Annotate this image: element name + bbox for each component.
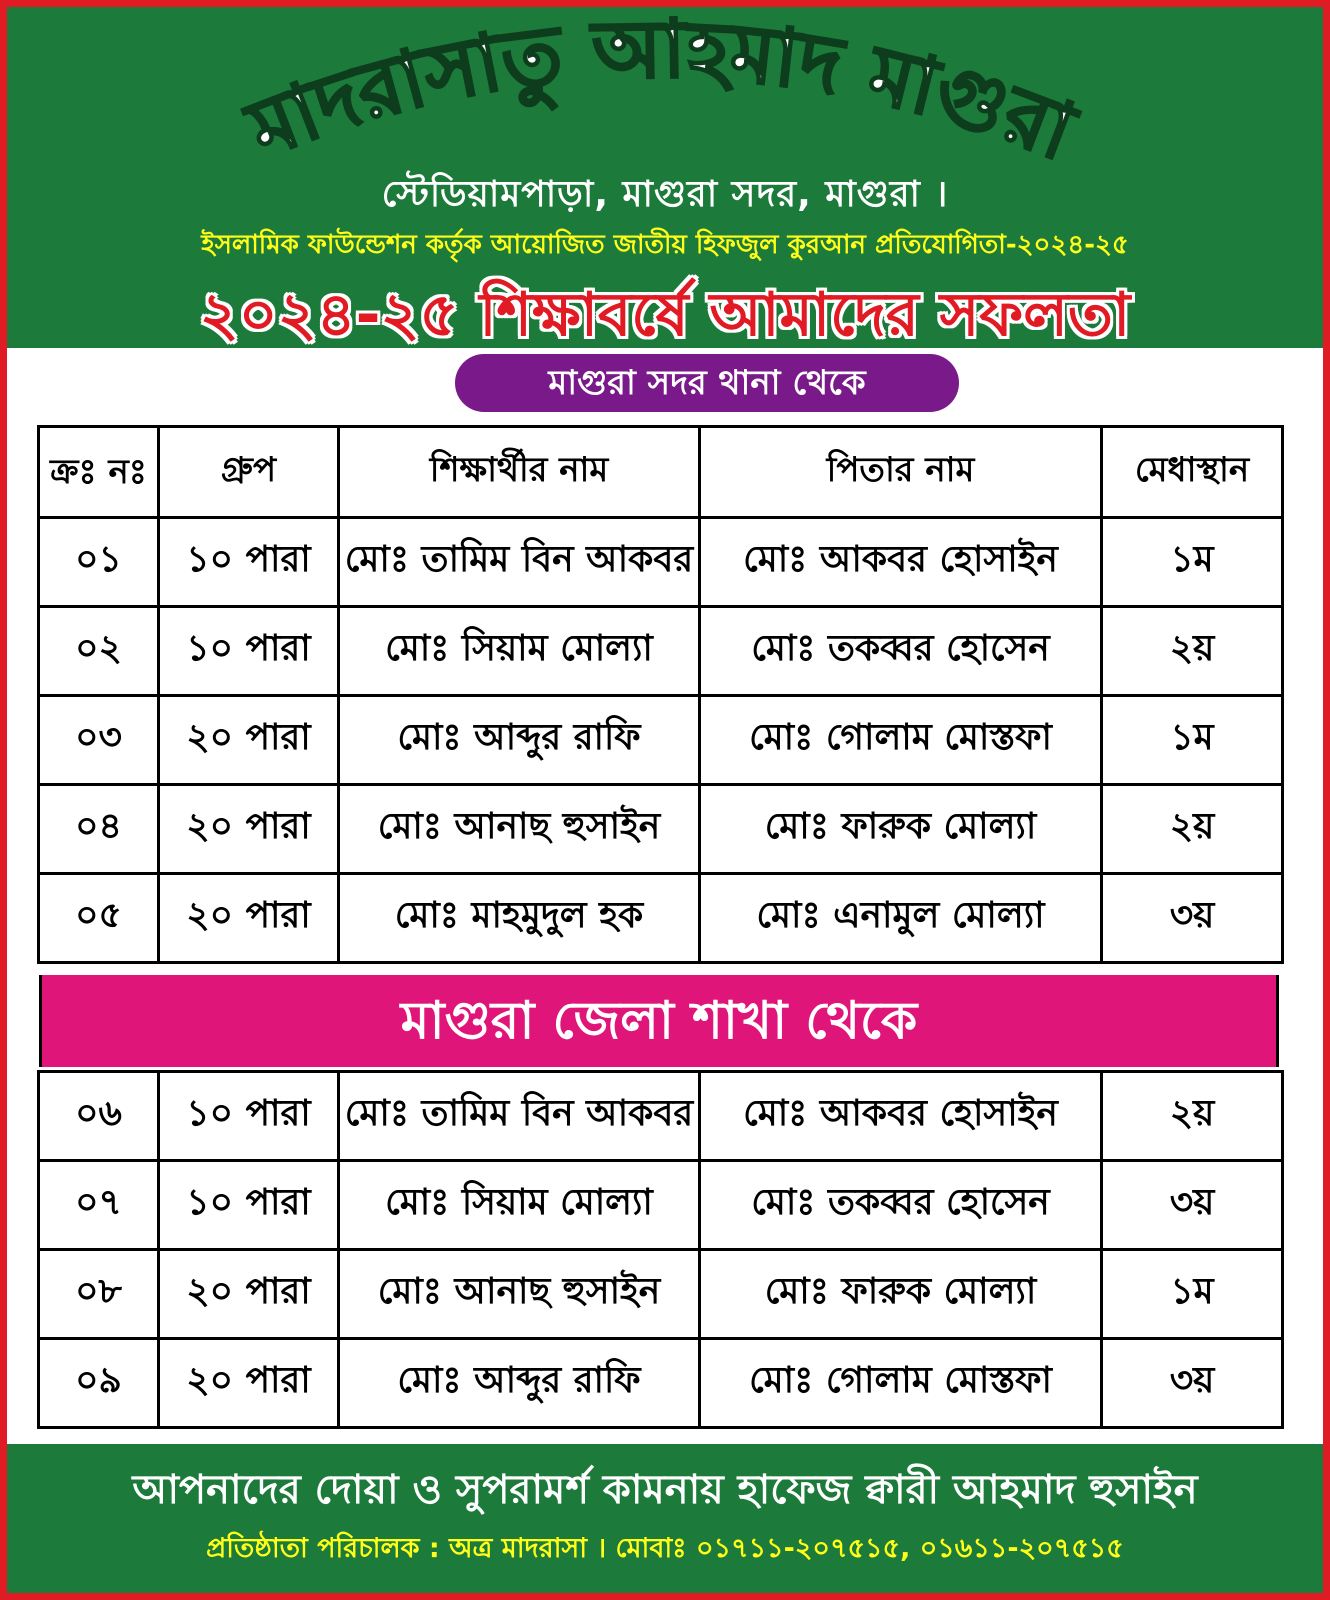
father-cell: মোঃ ফারুক মোল্যা — [700, 1250, 1102, 1339]
address: স্টেডিয়ামপাড়া, মাগুরা সদর, মাগুরা । — [381, 174, 949, 215]
group-cell: ১০ পারা — [159, 518, 339, 607]
serial-cell: ০৯ — [39, 1339, 159, 1428]
section2-title: মাগুরা জেলা শাখা থেকে — [39, 975, 1279, 1067]
table-row — [39, 607, 1283, 696]
footer-contact: প্রতিষ্ঠাতা পরিচালক : অত্র মাদরাসা । মোবাঃ ০১৭১১-২০৭৫১৫, ০১৬১১-২০৭৫১৫ — [206, 1533, 1124, 1564]
column-header-group: গ্রুপ — [159, 427, 339, 518]
madrasa-name: মাদরাসাতু আহমাদ মাগুরা — [236, 7, 1087, 179]
father-cell: মোঃ এনামুল মোল্যা — [700, 874, 1102, 963]
table-row — [39, 1161, 1283, 1250]
student-cell: মোঃ আব্দুর রাফি — [339, 1339, 700, 1428]
rank-cell: ২য় — [1102, 607, 1283, 696]
competition-title: ইসলামিক ফাউন্ডেশন কর্তৃক আয়োজিত জাতীয় হিফজুল কুরআন প্রতিযোগিতা-২০২৪-২৫ — [201, 230, 1129, 260]
rank-cell: ৩য় — [1102, 874, 1283, 963]
table-row — [39, 696, 1283, 785]
rank-cell: ২য় — [1102, 1072, 1283, 1161]
rank-cell: ১ম — [1102, 696, 1283, 785]
rank-cell: ২য় — [1102, 785, 1283, 874]
serial-cell: ০১ — [39, 518, 159, 607]
success-title: ২০২৪-২৫ শিক্ষাবর্ষে আমাদের সফলতা — [199, 280, 1131, 350]
results-table-upazila — [37, 425, 1284, 964]
footer-banner — [7, 1444, 1323, 1593]
student-cell: মোঃ তামিম বিন আকবর — [339, 518, 700, 607]
header-banner — [7, 7, 1323, 348]
table-row — [39, 1250, 1283, 1339]
father-cell: মোঃ তকব্বর হোসেন — [700, 607, 1102, 696]
column-header-serial: ক্রঃ নঃ — [39, 427, 159, 518]
column-header-rank: মেধাস্থান — [1102, 427, 1283, 518]
table-row — [39, 874, 1283, 963]
table-row — [39, 785, 1283, 874]
section1-title: মাগুরা সদর থানা থেকে — [455, 354, 959, 412]
student-cell: মোঃ তামিম বিন আকবর — [339, 1072, 700, 1161]
student-cell: মোঃ মাহমুদুল হক — [339, 874, 700, 963]
rank-cell: ১ম — [1102, 518, 1283, 607]
father-cell: মোঃ গোলাম মোস্তফা — [700, 696, 1102, 785]
group-cell: ১০ পারা — [159, 1072, 339, 1161]
rank-cell: ৩য় — [1102, 1339, 1283, 1428]
serial-cell: ০৬ — [39, 1072, 159, 1161]
serial-cell: ০৪ — [39, 785, 159, 874]
father-cell: মোঃ ফারুক মোল্যা — [700, 785, 1102, 874]
group-cell: ২০ পারা — [159, 874, 339, 963]
father-cell: মোঃ গোলাম মোস্তফা — [700, 1339, 1102, 1428]
svg-text:মাদরাসাতু আহমাদ মাগুরা — [233, 7, 1089, 179]
group-cell: ২০ পারা — [159, 1339, 339, 1428]
column-header-father: পিতার নাম — [700, 427, 1102, 518]
results-table-district — [37, 1070, 1284, 1429]
father-cell: মোঃ আকবর হোসাইন — [700, 518, 1102, 607]
column-header-student: শিক্ষার্থীর নাম — [339, 427, 700, 518]
father-cell: মোঃ আকবর হোসাইন — [700, 1072, 1102, 1161]
table-row — [39, 518, 1283, 607]
serial-cell: ০২ — [39, 607, 159, 696]
serial-cell: ০৫ — [39, 874, 159, 963]
student-cell: মোঃ আনাছ হুসাইন — [339, 785, 700, 874]
group-cell: ১০ পারা — [159, 607, 339, 696]
table-header-row — [39, 427, 1283, 518]
student-cell: মোঃ সিয়াম মোল্যা — [339, 1161, 700, 1250]
serial-cell: ০৩ — [39, 696, 159, 785]
group-cell: ২০ পারা — [159, 1250, 339, 1339]
serial-cell: ০৮ — [39, 1250, 159, 1339]
group-cell: ১০ পারা — [159, 1161, 339, 1250]
table-row — [39, 1072, 1283, 1161]
footer-wish: আপনাদের দোয়া ও সুপরামর্শ কামনায় হাফেজ ক্বারী আহমাদ হুসাইন — [132, 1467, 1198, 1513]
student-cell: মোঃ সিয়াম মোল্যা — [339, 607, 700, 696]
student-cell: মোঃ আনাছ হুসাইন — [339, 1250, 700, 1339]
group-cell: ২০ পারা — [159, 785, 339, 874]
serial-cell: ০৭ — [39, 1161, 159, 1250]
table-row — [39, 1339, 1283, 1428]
father-cell: মোঃ তকব্বর হোসেন — [700, 1161, 1102, 1250]
student-cell: মোঃ আব্দুর রাফি — [339, 696, 700, 785]
rank-cell: ৩য় — [1102, 1161, 1283, 1250]
group-cell: ২০ পারা — [159, 696, 339, 785]
rank-cell: ১ম — [1102, 1250, 1283, 1339]
